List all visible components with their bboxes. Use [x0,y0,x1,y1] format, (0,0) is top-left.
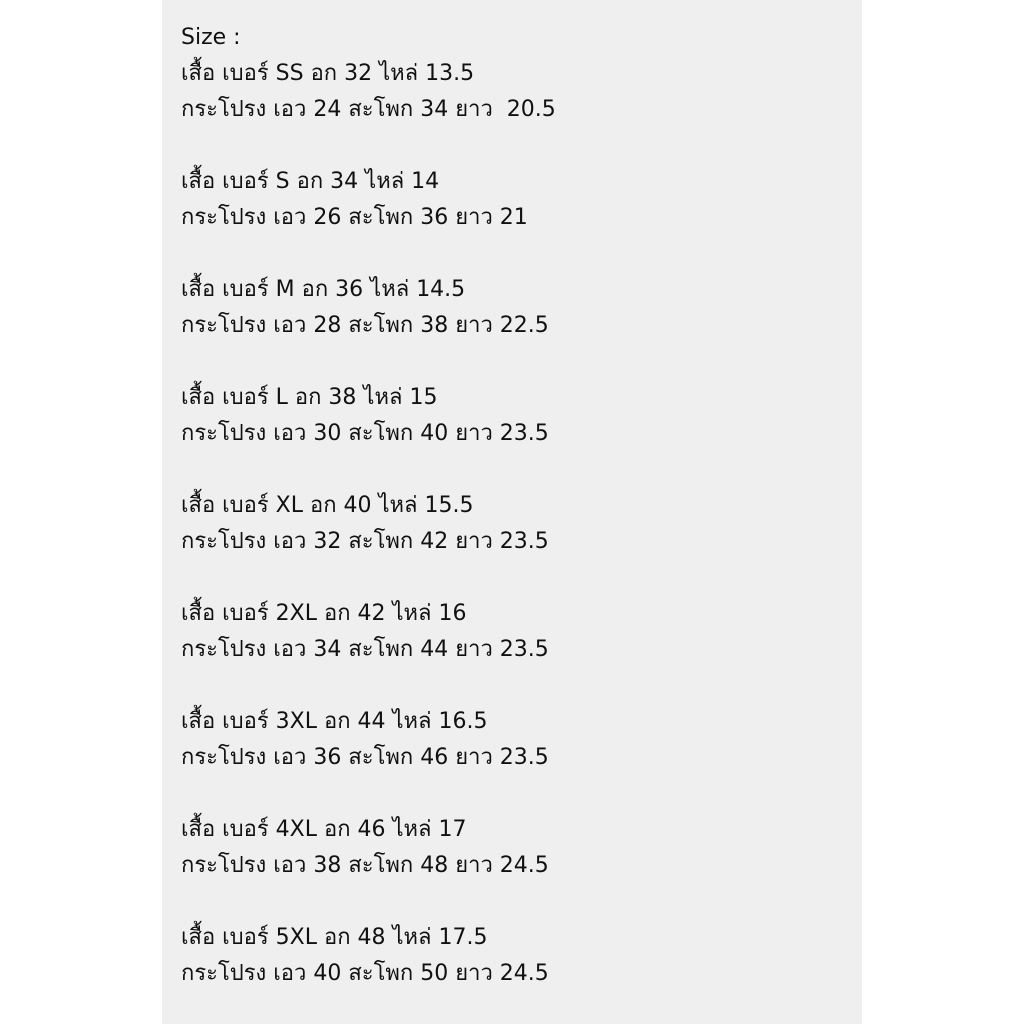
skirt-size-line: กระโปรง เอว 24 สะโพก 34 ยาว 20.5 [181,97,556,122]
skirt-size-line: กระโปรง เอว 26 สะโพก 36 ยาว 21 [181,205,528,230]
skirt-size-line: กระโปรง เอว 38 สะโพก 48 ยาว 24.5 [181,853,549,878]
shirt-size-line: เสื้อ เบอร์ S อก 34 ไหล่ 14 [181,169,440,194]
skirt-size-line: กระโปรง เอว 40 สะโพก 50 ยาว 24.5 [181,961,549,986]
shirt-size-line: เสื้อ เบอร์ L อก 38 ไหล่ 15 [181,385,438,410]
shirt-size-line: เสื้อ เบอร์ 2XL อก 42 ไหล่ 16 [181,601,467,626]
shirt-size-line: เสื้อ เบอร์ SS อก 32 ไหล่ 13.5 [181,61,475,86]
shirt-size-line: เสื้อ เบอร์ 5XL อก 48 ไหล่ 17.5 [181,925,488,950]
size-chart-text [181,20,851,1024]
skirt-size-line: กระโปรง เอว 32 สะโพก 42 ยาว 23.5 [181,529,549,554]
size-block-5xl [181,920,851,992]
shirt-size-line: เสื้อ เบอร์ 4XL อก 46 ไหล่ 17 [181,817,467,842]
size-heading: Size : [181,25,241,50]
shirt-size-line: เสื้อ เบอร์ M อก 36 ไหล่ 14.5 [181,277,466,302]
size-block-m [181,272,851,344]
shirt-size-line: เสื้อ เบอร์ 3XL อก 44 ไหล่ 16.5 [181,709,488,734]
size-block-ss [181,56,851,128]
skirt-size-line: กระโปรง เอว 34 สะโพก 44 ยาว 23.5 [181,637,549,662]
size-block-4xl [181,812,851,884]
size-block-3xl [181,704,851,776]
skirt-size-line: กระโปรง เอว 30 สะโพก 40 ยาว 23.5 [181,421,549,446]
size-block-xl [181,488,851,560]
size-block-s [181,164,851,236]
size-block-l [181,380,851,452]
size-block-2xl [181,596,851,668]
skirt-size-line: กระโปรง เอว 36 สะโพก 46 ยาว 23.5 [181,745,549,770]
shirt-size-line: เสื้อ เบอร์ XL อก 40 ไหล่ 15.5 [181,493,474,518]
skirt-size-line: กระโปรง เอว 28 สะโพก 38 ยาว 22.5 [181,313,549,338]
